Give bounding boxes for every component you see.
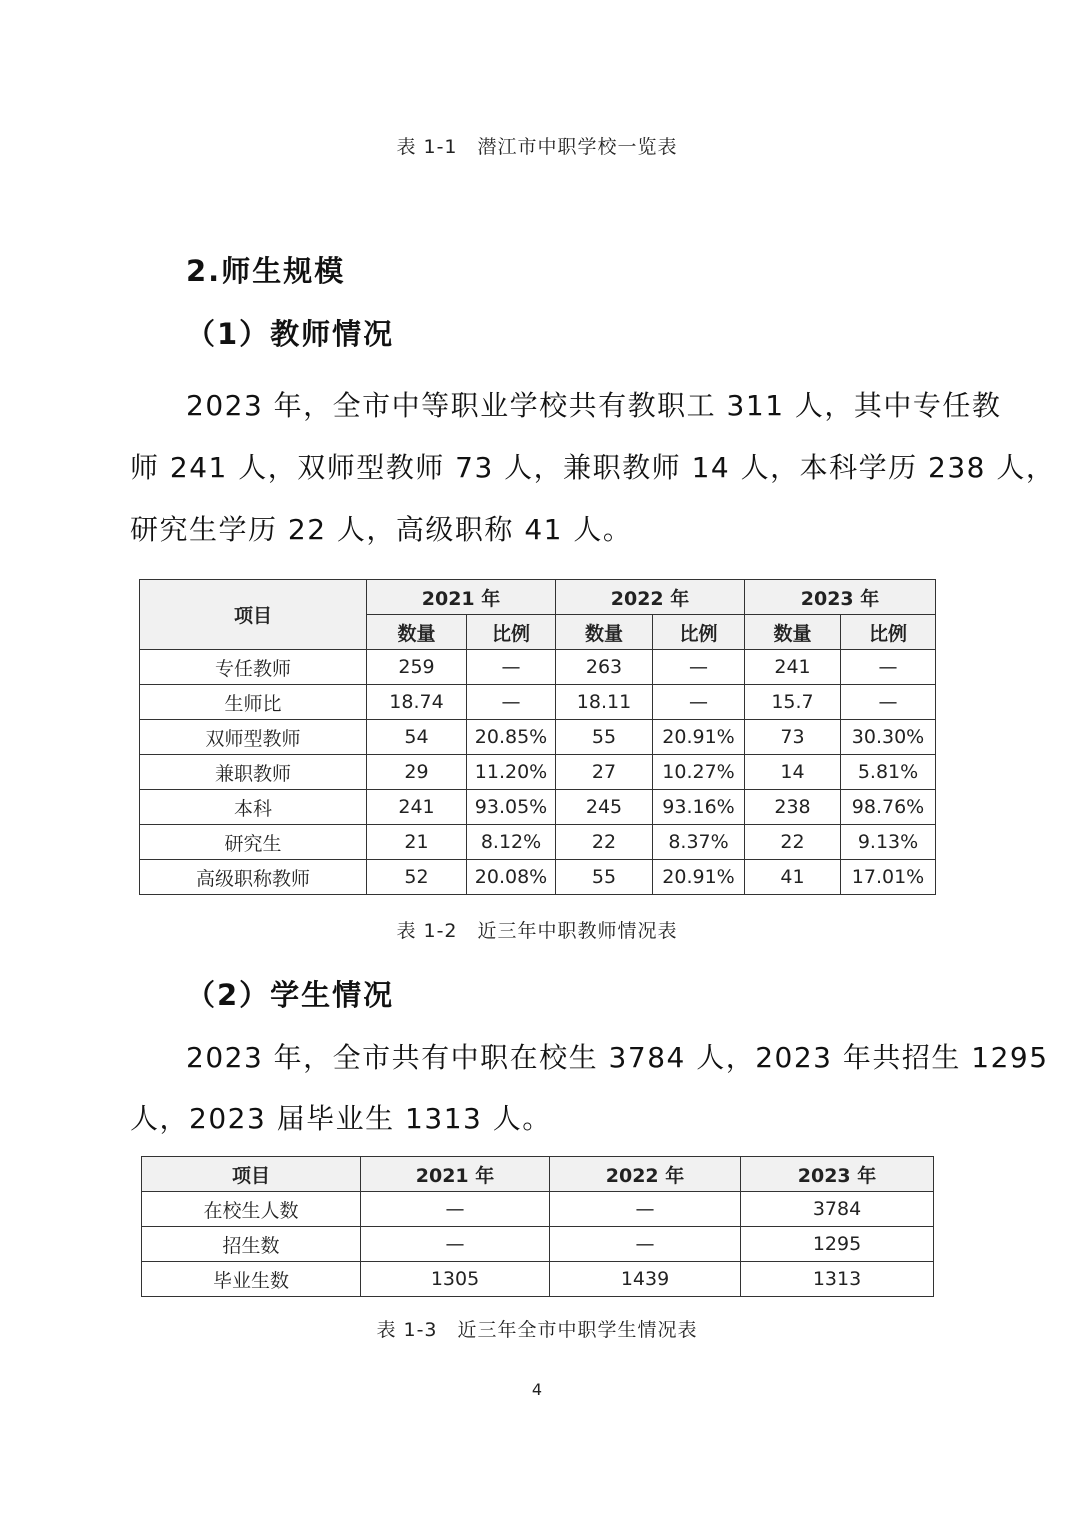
row-label-cell: 生师比	[140, 685, 367, 720]
table-cell: —	[467, 685, 556, 720]
table-cell: 29	[367, 755, 467, 790]
teachers-paragraph-line: 研究生学历 22 人，高级职称 41 人。	[130, 513, 633, 546]
ratio-header-cell: 比例	[653, 615, 745, 650]
row-label-cell: 在校生人数	[142, 1192, 361, 1227]
table-cell: 1313	[741, 1262, 934, 1297]
table-cell: 3784	[741, 1192, 934, 1227]
students-table	[141, 1156, 934, 1297]
table-cell: —	[841, 650, 936, 685]
table-cell: 1305	[361, 1262, 550, 1297]
table-row	[140, 720, 936, 755]
table-cell: —	[361, 1227, 550, 1262]
table-row	[140, 755, 936, 790]
students-heading: （2）学生情况	[186, 978, 395, 1012]
table-cell: 55	[556, 860, 653, 895]
table-cell: 54	[367, 720, 467, 755]
table-row	[142, 1192, 934, 1227]
item-header-cell: 项目	[140, 580, 367, 650]
table-cell: 52	[367, 860, 467, 895]
table-cell: 5.81%	[841, 755, 936, 790]
table-cell: 18.11	[556, 685, 653, 720]
table-row	[142, 1262, 934, 1297]
row-label-cell: 专任教师	[140, 650, 367, 685]
table-cell: 20.91%	[653, 860, 745, 895]
ratio-header-cell: 比例	[467, 615, 556, 650]
table-1-3-caption: 表 1-3 近三年全市中职学生情况表	[376, 1319, 698, 1341]
table-cell: 41	[745, 860, 841, 895]
table-cell: 93.16%	[653, 790, 745, 825]
table-cell: —	[841, 685, 936, 720]
table-cell: 259	[367, 650, 467, 685]
table-cell: 14	[745, 755, 841, 790]
table-cell: 20.85%	[467, 720, 556, 755]
table-cell: 30.30%	[841, 720, 936, 755]
table-cell: 15.7	[745, 685, 841, 720]
count-header-cell: 数量	[556, 615, 653, 650]
year-header-cell: 2021 年	[367, 580, 556, 615]
table-cell: 8.37%	[653, 825, 745, 860]
table-cell: 93.05%	[467, 790, 556, 825]
table-cell: 22	[556, 825, 653, 860]
table-cell: 10.27%	[653, 755, 745, 790]
table-cell: —	[467, 650, 556, 685]
teachers-heading: （1）教师情况	[186, 317, 395, 351]
table-cell: 241	[745, 650, 841, 685]
table-cell: 20.08%	[467, 860, 556, 895]
teachers-paragraph-line: 师 241 人，双师型教师 73 人，兼职教师 14 人，本科学历 238 人，	[130, 451, 1056, 484]
table-cell: 1439	[550, 1262, 741, 1297]
table-cell: 11.20%	[467, 755, 556, 790]
year-header-cell: 2022 年	[550, 1157, 741, 1192]
table-cell: 27	[556, 755, 653, 790]
table-cell: 18.74	[367, 685, 467, 720]
table-cell: 238	[745, 790, 841, 825]
table-row	[140, 650, 936, 685]
table-cell: 8.12%	[467, 825, 556, 860]
table-cell: 21	[367, 825, 467, 860]
students-paragraph-line: 2023 年，全市共有中职在校生 3784 人，2023 年共招生 1295	[186, 1041, 1049, 1074]
table-cell: 241	[367, 790, 467, 825]
table-cell: —	[653, 650, 745, 685]
item-header-cell: 项目	[142, 1157, 361, 1192]
count-header-cell: 数量	[367, 615, 467, 650]
year-header-cell: 2022 年	[556, 580, 745, 615]
table-1-2-caption: 表 1-2 近三年中职教师情况表	[396, 920, 678, 942]
table-1-1-caption: 表 1-1 潜江市中职学校一览表	[396, 136, 678, 158]
table-cell: —	[550, 1227, 741, 1262]
table-cell: 55	[556, 720, 653, 755]
table-row	[140, 790, 936, 825]
table-row	[140, 860, 936, 895]
table-row	[142, 1227, 934, 1262]
year-header-cell: 2021 年	[361, 1157, 550, 1192]
row-label-cell: 毕业生数	[142, 1262, 361, 1297]
students-paragraph-line: 人，2023 届毕业生 1313 人。	[130, 1102, 552, 1135]
table-cell: —	[653, 685, 745, 720]
row-label-cell: 招生数	[142, 1227, 361, 1262]
teachers-table	[139, 579, 936, 895]
table-cell: 1295	[741, 1227, 934, 1262]
table-header-row	[142, 1157, 934, 1192]
row-label-cell: 双师型教师	[140, 720, 367, 755]
table-row	[140, 825, 936, 860]
table-cell: 17.01%	[841, 860, 936, 895]
year-header-cell: 2023 年	[741, 1157, 934, 1192]
year-header-cell: 2023 年	[745, 580, 936, 615]
ratio-header-cell: 比例	[841, 615, 936, 650]
table-cell: 98.76%	[841, 790, 936, 825]
row-label-cell: 本科	[140, 790, 367, 825]
row-label-cell: 研究生	[140, 825, 367, 860]
table-cell: 263	[556, 650, 653, 685]
page-number: 4	[531, 1380, 543, 1399]
count-header-cell: 数量	[745, 615, 841, 650]
table-cell: 20.91%	[653, 720, 745, 755]
row-label-cell: 高级职称教师	[140, 860, 367, 895]
table-cell: 73	[745, 720, 841, 755]
table-cell: 245	[556, 790, 653, 825]
section-heading: 2.师生规模	[186, 254, 346, 288]
table-header-row	[140, 580, 936, 615]
table-row	[140, 685, 936, 720]
table-cell: 9.13%	[841, 825, 936, 860]
table-cell: 22	[745, 825, 841, 860]
table-cell: —	[361, 1192, 550, 1227]
teachers-paragraph-line: 2023 年，全市中等职业学校共有教职工 311 人，其中专任教	[186, 389, 1002, 422]
row-label-cell: 兼职教师	[140, 755, 367, 790]
table-cell: —	[550, 1192, 741, 1227]
